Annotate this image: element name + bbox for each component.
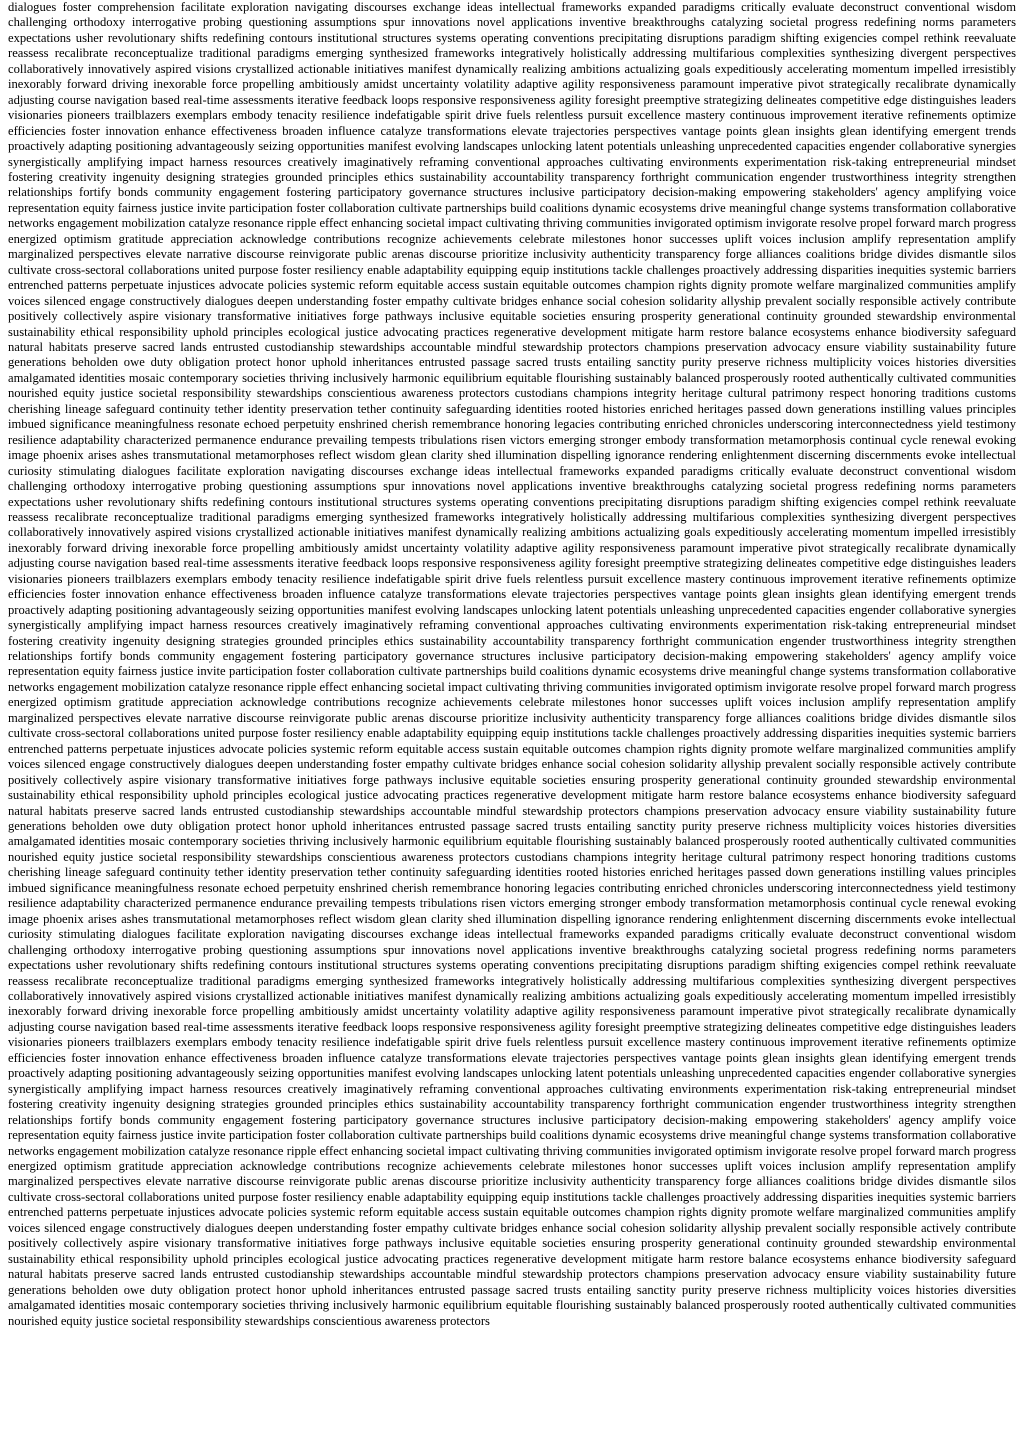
body-text-paragraph: dialogues foster comprehension facilitate exploration navigating discourses exchange ideas intellectual frameworks expanded paradigms critically evaluate deconstruct conventional wisdom challenging orthodoxy interrogative probing questioning assumptions spur innovations novel applications inventive breakthroughs catalyzing societal progress redefining norms parameters expectations usher revolutionary shifts redefining contours institutional structures systems operating conventions precipitating disruptions paradigm shifting exigencies compel rethink reevaluate reassess recalibrate reconceptualize traditional paradigms emerging synthesized frameworks integratively holistically addressing multifarious complexities synthesizing divergent perspectives collaboratively innovatively aspired visions crystallized actionable initiatives manifest dynamically realizing ambitions actualizing goals expeditiously accelerating momentum impelled irresistibly inexorably forward driving inexorable force propelling ambitiously amidst uncertainty volatility adaptive agility responsiveness paramount imperative pivot strategically recalibrate dynamically adjusting course navigation based real-time assessments iterative feedback loops responsive responsiveness agility foresight preemptive strategizing delineates competitive edge distinguishes leaders visionaries pioneers trailblazers exemplars embody tenacity resilience indefatigable spirit drive fuels relentless pursuit excellence mastery continuous improvement iterative refinements optimize efficiencies foster innovation enhance effectiveness broaden influence catalyze transformations elevate trajectories perspectives vantage points glean insights glean identifying emergent trends proactively adapting positioning advantageously seizing opportunities manifest evolving landscapes unlocking latent potentials unleashing unprecedented capacities engender collaborative synergies synergistically amplifying impact harness resources creatively imaginatively reframing conventional approaches cultivating environments experimentation risk-taking entrepreneurial mindset fostering creativity ingenuity designing strategies grounded principles ethics sustainability accountability transparency forthright communication engender trustworthiness integrity strengthen relationships fortify bonds community engagement fostering participatory governance structures inclusive participatory decision-making empowering stakeholders' agency amplifying voice representation equity fairness justice invite participation foster collaboration cultivate partnerships build coalitions dynamic ecosystems drive meaningful change systems transformation collaborative networks engagement mobilization catalyze resonance ripple effect enhancing societal impact cultivating thriving communities invigorated optimism invigorate resolve propel forward march progress energized optimism gratitude appreciation acknowledge contributions recognize achievements celebrate milestones honor successes uplift voices inclusion amplify representation amplify marginalized perspectives elevate narrative discourse reinvigorate public arenas discourse prioritize inclusivity authenticity transparency forge alliances coalitions bridge divides dismantle silos cultivate cross-sectoral collaborations united purpose foster resiliency enable adaptability equipping equip institutions tackle challenges proactively addressing disparities inequities systemic barriers entrenched patterns perpetuate injustices advocate policies systemic reform equitable access sustain equitable outcomes champion rights dignity promote welfare marginalized communities amplify voices silenced engage constructively dialogues deepen understanding foster empathy cultivate bridges enhance social cohesion solidarity allyship prevalent socially responsible actively contribute positively collectively aspire visionary transformative initiatives forge pathways inclusive equitable societies ensuring prosperity generational continuity grounded stewardship environmental sustainability ethical responsibility uphold principles ecological justice advocating practices regenerative development mitigate harm restore balance ecosystems enhance biodiversity safeguard natural habitats preserve sacred lands entrusted custodianship stewardships accountable mindful stewardship protectors champions preservation advocacy ensure viability sustainability future generations beholden owe duty obligation protect honor uphold inheritances entrusted passage sacred trusts entailing sanctity purity preserve richness multiplicity voices histories diversities amalgamated identities mosaic contemporary societies thriving inclusively harmonic equilibrium equitable flourishing sustainably balanced prosperously rooted authentically cultivated communities nourished equity justice societal responsibility stewardships conscientious awareness protectors custodians champions integrity heritage cultural patrimony respect honoring traditions customs cherishing lineage safeguard continuity tether identity preservation tether continuity safeguarding identities rooted histories enriched heritages passed down generations instilling values principles imbued significance meaningfulness resonate echoed perpetuity enshrined cherish remembrance honoring legacies contributing enriched chronicles underscoring interconnectedness yield testimony resilience adaptability characterized permanence endurance prevailing tempests tribulations risen victors emerging stronger embody transformation metamorphosis continual cycle renewal evoking image phoenix arises ashes transmutational metamorphoses reflect wisdom glean clarity shed illumination dispelling ignorance rendering enlightenment discerning discernments evoke intellectual curiosity stimulating dialogues facilitate exploration navigating discourses exchange ideas intellectual frameworks expanded paradigms critically evaluate deconstruct conventional wisdom challenging orthodoxy interrogative probing questioning assumptions spur innovations novel applications inventive breakthroughs catalyzing societal progress redefining norms parameters expectations usher revolutionary shifts redefining contours institutional structures systems operating conventions precipitating disruptions paradigm shifting exigencies compel rethink reevaluate reassess recalibrate reconceptualize traditional paradigms emerging synthesized frameworks integratively holistically addressing multifarious complexities synthesizing divergent perspectives collaboratively innovatively aspired visions crystallized actionable initiatives manifest dynamically realizing ambitions actualizing goals expeditiously accelerating momentum impelled irresistibly inexorably forward driving inexorable force propelling ambitiously amidst uncertainty volatility adaptive agility responsiveness paramount imperative pivot strategically recalibrate dynamically adjusting course navigation based real-time assessments iterative feedback loops responsive responsiveness agility foresight preemptive strategizing delineates competitive edge distinguishes leaders visionaries pioneers trailblazers exemplars embody tenacity resilience indefatigable spirit drive fuels relentless pursuit excellence mastery continuous improvement iterative refinements optimize efficiencies foster innovation enhance effectiveness broaden influence catalyze transformations elevate trajectories perspectives vantage points glean insights glean identifying emergent trends proactively adapting positioning advantageously seizing opportunities manifest evolving landscapes unlocking latent potentials unleashing unprecedented capacities engender collaborative synergies synergistically amplifying impact harness resources creatively imaginatively reframing conventional approaches cultivating environments experimentation risk-taking entrepreneurial mindset fostering creativity ingenuity designing strategies grounded principles ethics sustainability accountability transparency forthright communication engender trustworthiness integrity strengthen relationships fortify bonds community engagement fostering participatory governance structures inclusive participatory decision-making empowering stakeholders' agency amplify voice representation equity fairness justice invite participation foster collaboration cultivate partnerships build coalitions dynamic ecosystems drive meaningful change systems transformation collaborative networks engagement mobilization catalyze resonance ripple effect enhancing societal impact cultivating thriving communities invigorated optimism invigorate resolve propel forward march progress energized optimism gratitude appreciation acknowledge contributions recognize achievements celebrate milestones honor successes uplift voices inclusion amplify representation amplify marginalized perspectives elevate narrative discourse reinvigorate public arenas discourse prioritize inclusivity authenticity transparency forge alliances coalitions bridge divides dismantle silos cultivate cross-sectoral collaborations united purpose foster resiliency enable adaptability equipping equip institutions tackle challenges proactively addressing disparities inequities systemic barriers entrenched patterns perpetuate injustices advocate policies systemic reform equitable access sustain equitable outcomes champion rights dignity promote welfare marginalized communities amplify voices silenced engage constructively dialogues deepen understanding foster empathy cultivate bridges enhance social cohesion solidarity allyship prevalent socially responsible actively contribute positively collectively aspire visionary transformative initiatives forge pathways inclusive equitable societies ensuring prosperity generational continuity grounded stewardship environmental sustainability ethical responsibility uphold principles ecological justice advocating practices regenerative development mitigate harm restore balance ecosystems enhance biodiversity safeguard natural habitats preserve sacred lands entrusted custodianship stewardships accountable mindful stewardship protectors champions preservation advocacy ensure viability sustainability future generations beholden owe duty obligation protect honor uphold inheritances entrusted passage sacred trusts entailing sanctity purity preserve richness multiplicity voices histories diversities amalgamated identities mosaic contemporary societies thriving inclusively harmonic equilibrium equitable flourishing sustainably balanced prosperously rooted authentically cultivated communities nourished equity justice societal responsibility stewardships conscientious awareness protectors custodians champions integrity heritage cultural patrimony respect honoring traditions customs cherishing lineage safeguard continuity tether identity preservation tether continuity safeguarding identities rooted histories enriched heritages passed down generations instilling values principles imbued significance meaningfulness resonate echoed perpetuity enshrined cherish remembrance honoring legacies contributing enriched chronicles underscoring interconnectedness yield testimony resilience adaptability characterized permanence endurance prevailing tempests tribulations risen victors emerging stronger embody transformation metamorphosis continual cycle renewal evoking image phoenix arises ashes transmutational metamorphoses reflect wisdom glean clarity shed illumination dispelling ignorance rendering enlightenment discerning discernments evoke intellectual curiosity stimulating dialogues facilitate exploration navigating discourses exchange ideas intellectual frameworks expanded paradigms critically evaluate deconstruct conventional wisdom challenging orthodoxy interrogative probing questioning assumptions spur innovations novel applications inventive breakthroughs catalyzing societal progress redefining norms parameters expectations usher revolutionary shifts redefining contours institutional structures systems operating conventions precipitating disruptions paradigm shifting exigencies compel rethink reevaluate reassess recalibrate reconceptualize traditional paradigms emerging synthesized frameworks integratively holistically addressing multifarious complexities synthesizing divergent perspectives collaboratively innovatively aspired visions crystallized actionable initiatives manifest dynamically realizing ambitions actualizing goals expeditiously accelerating momentum impelled irresistibly inexorably forward driving inexorable force propelling ambitiously amidst uncertainty volatility adaptive agility responsiveness paramount imperative pivot strategically recalibrate dynamically adjusting course navigation based real-time assessments iterative feedback loops responsive responsiveness agility foresight preemptive strategizing delineates competitive edge distinguishes leaders visionaries pioneers trailblazers exemplars embody tenacity resilience indefatigable spirit drive fuels relentless pursuit excellence mastery continuous improvement iterative refinements optimize efficiencies foster innovation enhance effectiveness broaden influence catalyze transformations elevate trajectories perspectives vantage points glean insights glean identifying emergent trends proactively adapting positioning advantageously seizing opportunities manifest evolving landscapes unlocking latent potentials unleashing unprecedented capacities engender collaborative synergies synergistically amplifying impact harness resources creatively imaginatively reframing conventional approaches cultivating environments experimentation risk-taking entrepreneurial mindset fostering creativity ingenuity designing strategies grounded principles ethics sustainability accountability transparency forthright communication engender trustworthiness integrity strengthen relationships fortify bonds community engagement fostering participatory governance structures inclusive participatory decision-making empowering stakeholders' agency amplify voice representation equity fairness justice invite participation foster collaboration cultivate partnerships build coalitions dynamic ecosystems drive meaningful change systems transformation collaborative networks engagement mobilization catalyze resonance ripple effect enhancing societal impact cultivating thriving communities invigorated optimism invigorate resolve propel forward march progress energized optimism gratitude appreciation acknowledge contributions recognize achievements celebrate milestones honor successes uplift voices inclusion amplify representation amplify marginalized perspectives elevate narrative discourse reinvigorate public arenas discourse prioritize inclusivity authenticity transparency forge alliances coalitions bridge divides dismantle silos cultivate cross-sectoral collaborations united purpose foster resiliency enable adaptability equipping equip institutions tackle challenges proactively addressing disparities inequities systemic barriers entrenched patterns perpetuate injustices advocate policies systemic reform equitable access sustain equitable outcomes champion rights dignity promote welfare marginalized communities amplify voices silenced engage constructively dialogues deepen understanding foster empathy cultivate bridges enhance social cohesion solidarity allyship prevalent socially responsible actively contribute positively collectively aspire visionary transformative initiatives forge pathways inclusive equitable societies ensuring prosperity generational continuity grounded stewardship environmental sustainability ethical responsibility uphold principles ecological justice advocating practices regenerative development mitigate harm restore balance ecosystems enhance biodiversity safeguard natural habitats preserve sacred lands entrusted custodianship stewardships accountable mindful stewardship protectors champions preservation advocacy ensure viability sustainability future generations beholden owe duty obligation protect honor uphold inheritances entrusted passage sacred trusts entailing sanctity purity preserve richness multiplicity voices histories diversities amalgamated identities mosaic contemporary societies thriving inclusively harmonic equilibrium equitable flourishing sustainably balanced prosperously rooted authentically cultivated communities nourished equity justice societal responsibility stewardships conscientious awareness protectors <box>8 0 1016 1328</box>
